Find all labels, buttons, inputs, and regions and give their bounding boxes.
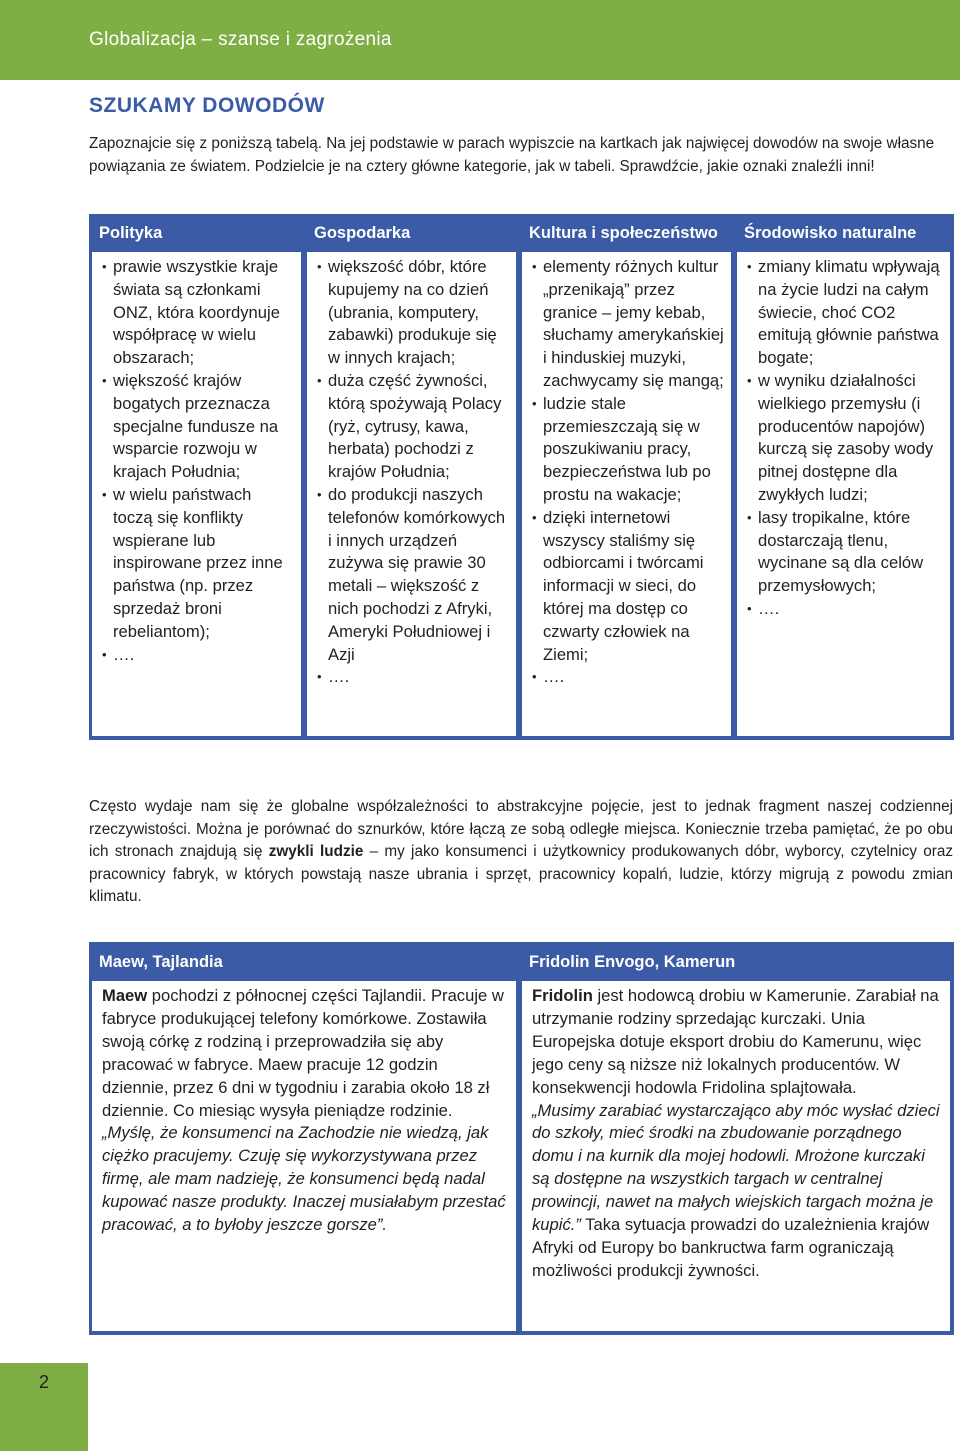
person-name: Fridolin <box>532 986 593 1005</box>
column-header-srodowisko: Środowisko naturalne <box>744 224 917 242</box>
list-item: • …. <box>747 598 944 621</box>
evidence-list <box>747 256 944 621</box>
list-item: • w wielu państwach toczą się konflikty wspierane lub inspirowane przez inne państwa (np. przez sprzedaż broni rebeliantom); <box>102 484 295 644</box>
list-item: • w wyniku działalności wielkiego przemysłu (i producentów napojów) kurczą się zasoby wody pitnej dostępne dla zwykłych ludzi; <box>747 370 944 507</box>
list-item: • zmiany klimatu wpływają na życie ludzi na całym świecie, choć CO2 emitują głównie państwa bogate; <box>747 256 944 370</box>
body-paragraph <box>89 796 953 909</box>
list-item: • elementy różnych kultur „przenikają” przez granice – jemy kebab, słuchamy amerykańskiej i hinduskiej muzyki, zachwycamy się mangą; <box>532 256 725 393</box>
list-item: • dzięki internetowi wszyscy staliśmy się odbiorcami i twórcami informacji w sieci, do której ma dostęp co czwarty człowiek na Ziemi; <box>532 507 725 667</box>
column-cell-polityka <box>92 252 301 736</box>
list-item: • do produkcji naszych telefonów komórkowych i innych urządzeń zużywa się prawie 30 metali – większość z nich pochodzi z Afryki, Ameryki Południowej i Azji <box>317 484 510 666</box>
list-item: • ludzie stale przemieszczają się w poszukiwaniu pracy, bezpieczeństwa lub po prostu na wakacje; <box>532 393 725 507</box>
paragraph-part: Często wydaje nam się że globalne współzależności to abstrakcyjne pojęcie, jest to jednak fragment naszej codziennej rzeczywistości. Można je porównać do sznurków, które łączą ze sobą odległe miejsca. Koniecznie trzeba pamiętać, że po obu ich stronach znajdują się <box>89 798 953 860</box>
paragraph-bold: zwykli ludzie <box>268 843 364 860</box>
people-table <box>89 942 954 1335</box>
person-header-fridolin: Fridolin Envogo, Kamerun <box>529 953 736 971</box>
header-title: Globalizacja – szanse i zagrożenia <box>89 29 392 50</box>
header-bar <box>0 0 960 80</box>
evidence-list <box>102 256 295 666</box>
section-title: SZUKAMY DOWODÓW <box>89 94 325 117</box>
column-cell-gospodarka <box>307 252 516 736</box>
person-cell-maew <box>92 981 516 1331</box>
list-item: • …. <box>317 666 510 689</box>
person-name: Maew <box>102 986 148 1005</box>
person-story-continued <box>532 1100 942 1283</box>
list-item: • duża część żywności, którą spożywają Polacy (ryż, cytrusy, kawa, herbata) pochodzi z krajów Południa; <box>317 370 510 484</box>
evidence-table <box>89 214 954 740</box>
column-header-kultura: Kultura i społeczeństwo <box>529 224 718 242</box>
person-story <box>102 985 508 1122</box>
evidence-list <box>317 256 510 689</box>
column-cell-kultura <box>522 252 731 736</box>
list-item: • prawie wszystkie kraje świata są członkami ONZ, która koordynuje współpracę w wielu obszarach; <box>102 256 295 370</box>
person-story <box>532 985 942 1100</box>
person-quote: „Musimy zarabiać wystarczająco aby móc wysłać dzieci do szkoły, mieć środki na zbudowanie porządnego domu i na kurnik dla mojej hodowli. Mrożone kurczaki są dostępne na wszystkich targach w centralnej prowincji, nawet na małych wiejskich targach można je kupić.” <box>532 1100 940 1235</box>
column-header-polityka: Polityka <box>99 224 163 242</box>
page-number-box <box>0 1363 88 1451</box>
list-item: • …. <box>532 666 725 689</box>
list-item: • lasy tropikalne, które dostarczają tlenu, wycinane są dla celów przemysłowych; <box>747 507 944 598</box>
column-cell-srodowisko <box>737 252 950 736</box>
person-header-maew: Maew, Tajlandia <box>99 953 223 971</box>
person-cell-fridolin <box>522 981 950 1331</box>
paragraph-part: – my jako konsumenci i użytkownicy produkowanych dóbr, wyborcy, czytelnicy oraz pracownicy fabryk, w których powstają nasze ubrania i sprzęt, pracownicy kopalń, ludzie, którzy migrują z powodu zmian klimatu. <box>89 843 953 905</box>
person-text: jest hodowcą drobiu w Kamerunie. Zarabiał na utrzymanie rodziny sprzedając kurczaki. Unia Europejska dotuje eksport drobiu do Kamerunu, więc jego ceny są niższe niż lokalnych producentów. W konsekwencji hodowla Fridolina splajtowała. <box>532 986 939 1097</box>
intro-text: Zapoznajcie się z poniższą tabelą. Na jej podstawie w parach wypiszcie na kartkach jak najwięcej dowodów na swoje własne powiązania ze światem. Podzielcie je na cztery główne kategorie, jak w tabeli. Sprawdźcie, jakie oznaki znaleźli inni! <box>89 135 935 175</box>
list-item: • …. <box>102 644 295 667</box>
list-item: • większość krajów bogatych przeznacza specjalne fundusze na wsparcie rozwoju w krajach Południa; <box>102 370 295 484</box>
person-quote: „Myślę, że konsumenci na Zachodzie nie wiedzą, jak ciężko pracujemy. Czuję się wykorzystywana przez firmę, ale mam nadzieję, że konsumenci będą nadal kupować nasze produkty. Inaczej musiałabym przestać pracować, a to byłoby jeszcze gorsze”. <box>102 1123 506 1235</box>
page-number: 2 <box>38 1372 49 1392</box>
person-text: Taka sytuacja prowadzi do uzależnienia krajów Afryki od Europy bo bankructwa farm ograniczają możliwości produkcji żywności. <box>532 1215 930 1280</box>
list-item: • większość dóbr, które kupujemy na co dzień (ubrania, komputery, zabawki) produkuje się w innych krajach; <box>317 256 510 370</box>
person-text: pochodzi z północnej części Tajlandii. Pracuje w fabryce produkującej telefony komórkowe. Zostawiła swoją córkę z rodziną i przeprowadziła się aby pracować w fabryce. Maew pracuje 12 godzin dziennie, przez 6 dni w tygodniu i zarabia około 18 zł dziennie. Co miesiąc wysyła pieniądze rodzinie. <box>102 986 504 1120</box>
evidence-list <box>532 256 725 689</box>
column-header-gospodarka: Gospodarka <box>314 224 411 242</box>
